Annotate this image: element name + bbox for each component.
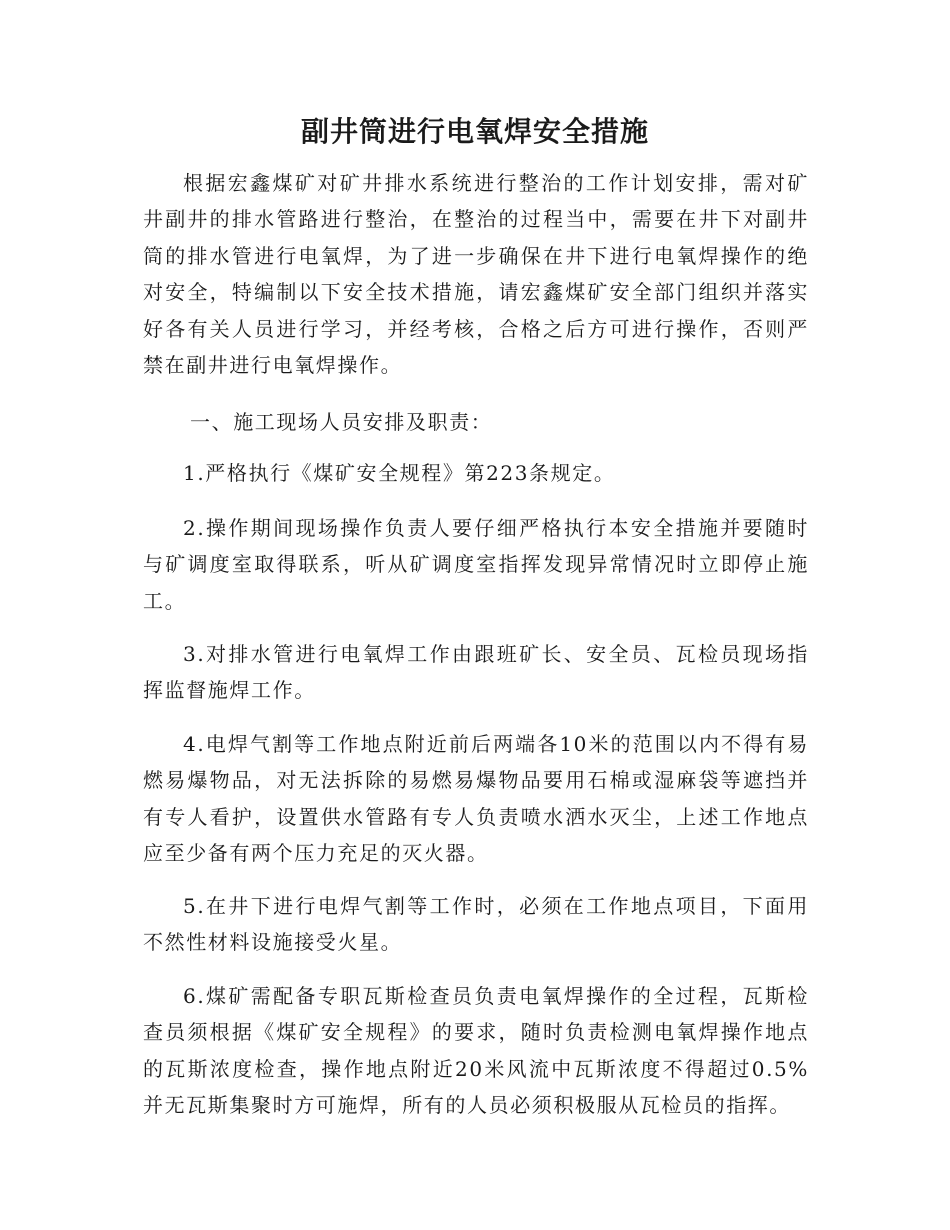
list-item: 1.严格执行《煤矿安全规程》第223条规定。 bbox=[183, 461, 616, 485]
intro-paragraph: 根据宏鑫煤矿对矿井排水系统进行整治的工作计划安排，需对矿井副井的排水管路进行整治，在整治的过程当中，需要在井下对副井筒的排水管进行电氧焊，为了进一步确保在井下进行电氧焊操作的绝对安全，特编制以下安全技术措施，请宏鑫煤矿安全部门组织并落实好各有关人员进行学习，并经考核，合格之后方可进行操作，否则严禁在副井进行电氧焊操作。 bbox=[143, 171, 809, 378]
list-item: 5.在井下进行电焊气割等工作时，必须在工作地点项目，下面用不然性材料设施接受火星。 bbox=[143, 894, 809, 955]
list-item: 4.电焊气割等工作地点附近前后两端各10米的范围以内不得有易燃易爆物品，对无法拆除的易燃易爆物品要用石棉或湿麻袋等遮挡并有专人看护，设置供水管路有专人负责喷水洒水灭尘，上述工作地点应至少备有两个压力充足的灭火器。 bbox=[143, 732, 809, 866]
list-item: 6.煤矿需配备专职瓦斯检查员负责电氧焊操作的全过程，瓦斯检查员须根据《煤矿安全规程》的要求，随时负责检测电氧焊操作地点的瓦斯浓度检查，操作地点附近20米风流中瓦斯浓度不得超过0.5%并无瓦斯集聚时方可施焊，所有的人员必须积极服从瓦检员的指挥。 bbox=[143, 984, 809, 1118]
section-heading: 一、施工现场人员安排及职责： bbox=[190, 410, 493, 434]
list-item: 2.操作期间现场操作负责人要仔细严格执行本安全措施并要随时与矿调度室取得联系，听从矿调度室指挥发现异常情况时立即停止施工。 bbox=[143, 516, 809, 613]
document-title: 副井筒进行电氧焊安全措施 bbox=[300, 115, 649, 148]
list-item: 3.对排水管进行电氧焊工作由跟班矿长、安全员、瓦检员现场指挥监督施焊工作。 bbox=[143, 642, 809, 703]
